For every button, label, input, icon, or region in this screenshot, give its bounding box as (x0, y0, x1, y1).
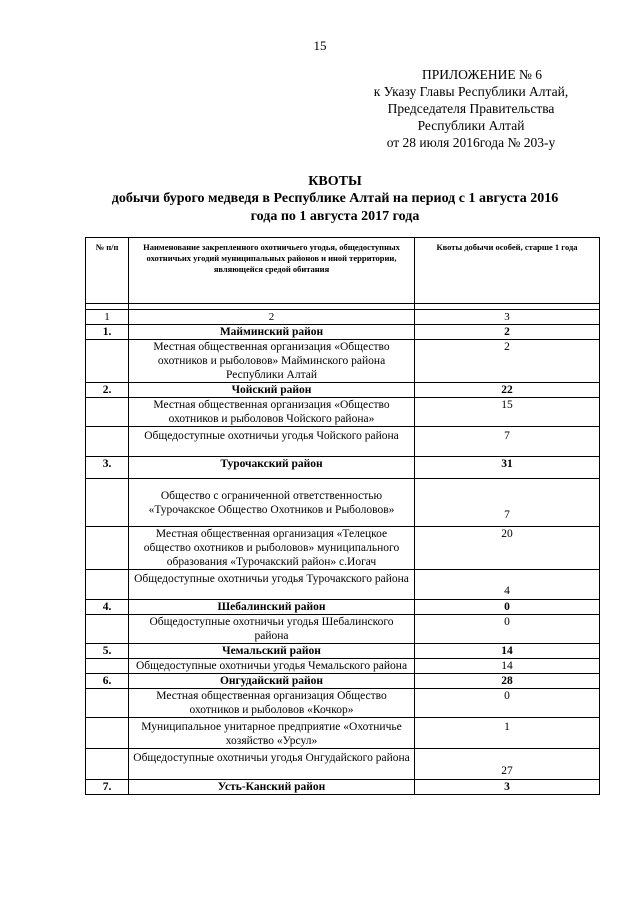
row-number: 7. (86, 780, 129, 795)
table-row (86, 479, 600, 527)
district-row (86, 457, 600, 479)
hunting-ground-name: Местная общественная организация «Общество охотников и рыболовов Чойского района» (129, 398, 415, 427)
page-number: 15 (313, 38, 327, 53)
table-row (86, 570, 600, 600)
appendix-line-1: ПРИЛОЖЕНИЕ № 6 (421, 67, 543, 82)
quota-value: 22 (415, 383, 600, 398)
district-name: Чойский район (129, 383, 415, 398)
subtitle-line-2: года по 1 августа 2017 года (250, 209, 420, 224)
quota-value: 1 (415, 718, 600, 749)
quota-value: 3 (415, 780, 600, 795)
table-row (86, 718, 600, 749)
appendix-line-3: Председателя Правительства (387, 101, 555, 116)
subtitle-line-1: добычи бурого медведя в Республике Алтай на период с 1 августа 2016 (111, 191, 559, 206)
district-name: Усть-Канский район (129, 780, 415, 795)
hunting-ground-name: Общедоступные охотничьи угодья Онгудайского района (129, 749, 415, 780)
quota-value: 7 (415, 479, 600, 527)
district-name: Чемальский район (129, 644, 415, 659)
row-number: 4. (86, 600, 129, 615)
hunting-ground-name: Муниципальное унитарное предприятие «Охотничье хозяйство «Урсул» (129, 718, 415, 749)
table-row (86, 398, 600, 427)
district-name: Турочакский район (129, 457, 415, 479)
hunting-ground-name: Общедоступные охотничьи угодья Чойского района (129, 427, 415, 457)
district-row (86, 780, 600, 795)
column-number-row (86, 310, 600, 325)
district-row (86, 383, 600, 398)
hunting-ground-name: Местная общественная организация «Телецкое общество охотников и рыболовов» муниципального образования «Турочакский район» с.Иогач (129, 527, 415, 570)
quota-value: 0 (415, 615, 600, 644)
quota-value: 20 (415, 527, 600, 570)
quota-value: 2 (415, 340, 600, 383)
quota-value: 7 (415, 427, 600, 457)
district-name: Онгудайский район (129, 674, 415, 689)
quota-value: 31 (415, 457, 600, 479)
hunting-ground-name: Общество с ограниченной ответственностью «Турочакское Общество Охотников и Рыболовов» (129, 479, 415, 527)
quota-value: 14 (415, 644, 600, 659)
table-header-row (86, 238, 600, 304)
row-number: 3. (86, 457, 129, 479)
district-row (86, 644, 600, 659)
appendix-line-5: от 28 июля 2016года № 203-у (386, 135, 556, 150)
appendix-line-2: к Указу Главы Республики Алтай, (373, 84, 569, 99)
district-name: Шебалинский район (129, 600, 415, 615)
header-name: Наименование закрепленного охотничьего угодья, общедоступных охотничьих угодий муниципальных районов и иной территории, являющейся средой обитания (129, 238, 415, 304)
table-row (86, 615, 600, 644)
header-quota: Квоты добычи особей, старше 1 года (415, 238, 600, 304)
table-row (86, 749, 600, 780)
hunting-ground-name: Местная общественная организация Общество охотников и рыболовов «Кочкор» (129, 689, 415, 718)
quota-table (85, 237, 600, 795)
row-number: 2. (86, 383, 129, 398)
hunting-ground-name: Общедоступные охотничьи угодья Шебалинского района (129, 615, 415, 644)
quota-value: 14 (415, 659, 600, 674)
row-number: 1. (86, 325, 129, 340)
document-title: КВОТЫ (308, 174, 362, 189)
appendix-block (340, 66, 602, 151)
header-number: № п/п (86, 238, 129, 304)
district-row (86, 325, 600, 340)
district-name: Майминский район (129, 325, 415, 340)
district-row (86, 600, 600, 615)
document-subtitle (80, 190, 590, 226)
column-number: 3 (415, 310, 600, 325)
hunting-ground-name: Общедоступные охотничьи угодья Турочакского района (129, 570, 415, 600)
quota-value: 28 (415, 674, 600, 689)
table-row (86, 689, 600, 718)
column-number: 2 (129, 310, 415, 325)
quota-value: 27 (415, 749, 600, 780)
quota-value: 2 (415, 325, 600, 340)
table-row (86, 340, 600, 383)
appendix-line-4: Республики Алтай (417, 118, 525, 133)
hunting-ground-name: Местная общественная организация «Общество охотников и рыболовов» Майминского района Республики Алтай (129, 340, 415, 383)
quota-value: 0 (415, 689, 600, 718)
table-row (86, 427, 600, 457)
row-number: 5. (86, 644, 129, 659)
quota-value: 15 (415, 398, 600, 427)
row-number: 6. (86, 674, 129, 689)
quota-value: 0 (415, 600, 600, 615)
district-row (86, 674, 600, 689)
quota-value: 4 (415, 570, 600, 600)
hunting-ground-name: Общедоступные охотничьи угодья Чемальского района (129, 659, 415, 674)
column-number: 1 (86, 310, 129, 325)
table-row (86, 527, 600, 570)
table-row (86, 659, 600, 674)
